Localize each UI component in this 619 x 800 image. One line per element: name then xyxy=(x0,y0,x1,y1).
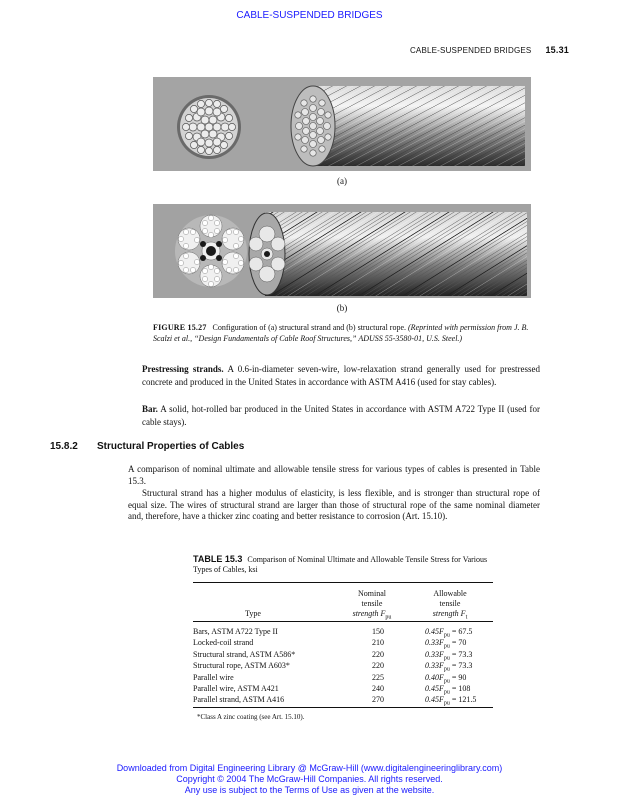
nominal-header-line1: Nominal xyxy=(358,589,386,598)
allowable-coefficient: 0.33F xyxy=(425,661,444,671)
cell-type: Structural rope, ASTM A603* xyxy=(193,661,290,671)
cell-nominal-strength: 270 xyxy=(372,695,384,705)
allowable-header-line2: tensile xyxy=(439,599,461,608)
nominal-header-line3: strength $F_{pu}$ xyxy=(352,609,392,621)
figure-a-photo xyxy=(153,77,531,171)
prestressing-strands-text: A 0.6-in-diameter seven-wire, low-relaxation strand generally used for prestressed concrete and produced in the United States in accordance with ASTM A416 (used for stay cables). xyxy=(142,364,540,387)
cell-type: Bars, ASTM A722 Type II xyxy=(193,627,278,636)
source-banner: CABLE-SUSPENDED BRIDGES xyxy=(236,10,383,21)
allowable-value: = 73.3 xyxy=(451,661,473,671)
table-top-rule xyxy=(193,582,493,583)
footer-copyright-line: Copyright © 2004 The McGraw-Hill Companies. All rights reserved. xyxy=(176,774,443,784)
prestressing-strands-paragraph xyxy=(142,363,540,388)
table-row xyxy=(193,694,503,705)
table-number: TABLE 15.3 xyxy=(193,554,243,564)
figure-caption-credit: (Reprinted with permission from J. B. Scalzi et al., “Design Fundamentals of Cable Roof Structures,” ADUSS 55-3580-01, U.S. Steel.) xyxy=(153,323,529,343)
cell-allowable-strength: $0.45F_{pu} = 108$ xyxy=(425,684,471,696)
structural-rope-image xyxy=(153,204,531,298)
cell-nominal-strength: 220 xyxy=(372,661,384,671)
nominal-header-text: strength F xyxy=(352,609,386,618)
figure-number: FIGURE 15.27 xyxy=(153,323,207,332)
table-row xyxy=(193,637,503,648)
cell-type: Parallel wire xyxy=(193,672,234,682)
page-number: 15.31 xyxy=(545,45,569,55)
cell-type: Locked-coil strand xyxy=(193,638,254,648)
figure-a-label: (a) xyxy=(337,176,347,186)
allowable-value: = 67.5 xyxy=(451,627,473,636)
section-heading xyxy=(50,441,244,452)
figure-caption-text: Configuration of (a) structural strand and (b) structural rope. xyxy=(212,323,407,332)
section-number: 15.8.2 xyxy=(50,441,78,452)
allowable-coefficient: 0.45F xyxy=(425,695,444,705)
bar-paragraph xyxy=(142,403,540,428)
footer-download-line[interactable]: Downloaded from Digital Engineering Library @ McGraw-Hill (www.digitalengineeringlibrary.com) xyxy=(116,763,503,773)
prestressing-strands-heading: Prestressing strands. xyxy=(142,364,224,374)
table-title-text: Comparison of Nominal Ultimate and Allowable Tensile Stress for Various Types of Cables, ksi xyxy=(193,555,488,574)
figure-b-label: (b) xyxy=(336,303,348,313)
table-header-rule xyxy=(193,621,493,622)
table-row xyxy=(193,683,503,694)
figure-caption xyxy=(153,322,538,344)
cell-nominal-strength: 150 xyxy=(372,627,384,636)
cell-nominal-strength: 220 xyxy=(372,649,384,659)
body-paragraph-2: Structural strand has a higher modulus of elasticity, is less flexible, and is stronger than structural rope of equal size. The wires of structural strand are larger than those of structural rope of the same nominal diameter and, therefore, have a thicker zinc coating and better resistance to corrosion (Art. 15.10). xyxy=(128,488,540,522)
allowable-coefficient: 0.45F xyxy=(425,627,444,636)
allowable-coefficient: 0.45F xyxy=(425,684,444,693)
allowable-value: = 73.3 xyxy=(451,649,473,659)
table-footnote: *Class A zinc coating (see Art. 15.10). xyxy=(197,713,305,721)
cell-allowable-strength: $0.33F_{pu} = 73.3$ xyxy=(425,649,473,662)
allowable-value: = 90 xyxy=(451,672,467,682)
figure-b-photo xyxy=(153,204,531,298)
nominal-header-line2: tensile xyxy=(361,599,383,608)
table-row xyxy=(193,660,503,671)
table-row xyxy=(193,649,503,660)
allowable-value: = 70 xyxy=(451,638,467,648)
bar-heading: Bar. xyxy=(142,404,158,414)
allowable-coefficient: 0.40F xyxy=(425,672,444,682)
allowable-value: = 108 xyxy=(451,684,471,693)
running-head-title: CABLE-SUSPENDED BRIDGES xyxy=(409,46,532,55)
allowable-header-line1: Allowable xyxy=(433,589,467,598)
type-header: Type xyxy=(245,609,261,618)
body-paragraph-1: A comparison of nominal ultimate and allowable tensile stress for various types of cables is presented in Table 15.3. xyxy=(128,464,540,486)
cell-type: Structural strand, ASTM A586* xyxy=(193,649,296,659)
cell-allowable-strength: $0.45F_{pu} = 121.5$ xyxy=(425,695,477,707)
allowable-strength-header xyxy=(420,589,480,623)
table-row xyxy=(193,672,503,683)
nominal-strength-header xyxy=(345,589,399,623)
cell-type: Parallel wire, ASTM A421 xyxy=(193,684,279,693)
running-head xyxy=(410,45,569,55)
allowable-value: = 121.5 xyxy=(451,695,477,705)
cell-allowable-strength: $0.45F_{pu} = 67.5$ xyxy=(425,627,473,639)
cell-nominal-strength: 210 xyxy=(372,638,384,648)
table-title xyxy=(193,554,503,575)
structural-strand-image xyxy=(153,77,531,171)
table-row xyxy=(193,626,503,637)
allowable-coefficient: 0.33F xyxy=(425,649,444,659)
cell-allowable-strength: $0.33F_{pu} = 70$ xyxy=(425,638,467,650)
cell-nominal-strength: 240 xyxy=(372,684,384,693)
cell-nominal-strength: 225 xyxy=(372,672,384,682)
allowable-header-text: strength F xyxy=(432,609,466,618)
section-title: Structural Properties of Cables xyxy=(97,441,245,452)
allowable-coefficient: 0.33F xyxy=(425,638,444,648)
cell-type: Parallel strand, ASTM A416 xyxy=(193,695,285,705)
allowable-header-line3: strength $F_t$ xyxy=(432,609,468,621)
table-bottom-rule xyxy=(193,707,493,708)
bar-text: A solid, hot-rolled bar produced in the United States in accordance with ASTM A722 Type II (used for cable stays). xyxy=(142,404,540,427)
cell-allowable-strength: $0.33F_{pu} = 73.3$ xyxy=(425,661,473,673)
footer-terms-line[interactable]: Any use is subject to the Terms of Use as given at the website. xyxy=(184,785,435,795)
cell-allowable-strength: $0.40F_{pu} = 90$ xyxy=(425,672,467,685)
